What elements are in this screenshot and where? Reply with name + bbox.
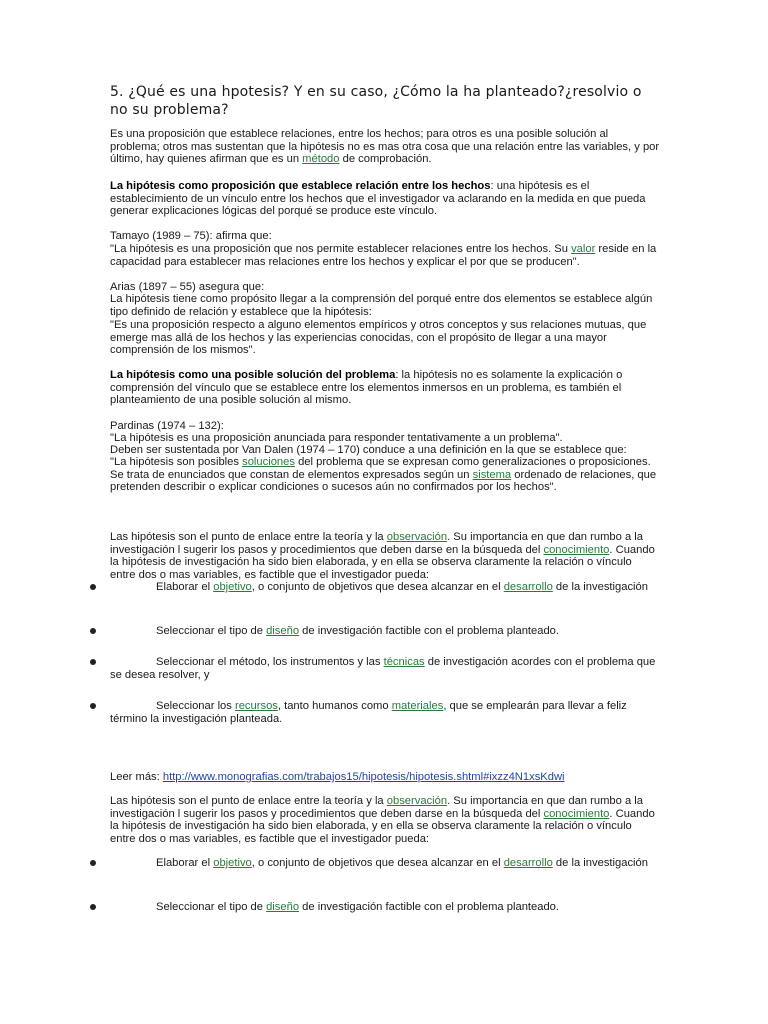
tamayo-cite: Tamayo (1989 – 75): afirma que: — [110, 230, 272, 242]
sistema-link[interactable]: sistema — [472, 468, 512, 481]
list-item-recursos — [110, 700, 660, 725]
enlace-text-end: . Cuando la hipótesis de investigación ha sido bien elaborada, y en ella se observa claramente la relación o vínculo entre dos o mas variables, es factible que el investigador pueda: — [110, 807, 655, 845]
list-item-text: Seleccionar el método, los instrumentos y las — [156, 656, 384, 668]
tamayo-quote — [110, 243, 660, 268]
list-item-text: Seleccionar los — [156, 700, 235, 712]
list-item-text: de investigación acordes con el problema que se desea resolver, y — [110, 656, 656, 681]
vandalen-quote — [110, 456, 660, 494]
vandalen-quote-mid: del problema que se expresan como generalizaciones o proposiciones. Se trata de enunciados que constan de elementos expresados según un — [110, 456, 651, 481]
list-item-text: de la investigación — [552, 857, 648, 869]
list-item-text: de la investigación — [552, 581, 648, 593]
arias-quote: "Es una proposición respecto a alguno elementos empíricos y otros conceptos y sus relaciones mutuas, que emerge mas allá de los hechos y las experiencias conocidas, con el propósito de llegar a una mayor comprensión de los mismos". — [110, 319, 647, 357]
desarrollo-link[interactable]: desarrollo — [503, 581, 553, 593]
objetivo-link[interactable]: objetivo — [213, 581, 252, 593]
intro-text-end: de comprobación. — [339, 153, 432, 166]
metodo-link[interactable]: método — [302, 153, 340, 166]
leer-mas-label: Leer más: — [110, 771, 163, 783]
soluciones-link[interactable]: soluciones — [242, 456, 295, 468]
tamayo-text-end: reside en la capacidad para establecer mas relaciones entre los hechos y explicar el por que se producen". — [110, 243, 657, 268]
pardinas-quote: "La hipótesis es una proposición anunciada para responder tentativamente a un problema". — [110, 432, 563, 444]
arias-cite: Arias (1897 – 55) asegura que: — [110, 281, 265, 293]
observacion-link[interactable]: observación — [386, 795, 448, 807]
recursos-link[interactable]: recursos — [234, 700, 278, 712]
list-item-diseno — [110, 625, 660, 638]
page-title: 5. ¿Qué es una hpotesis? Y en su caso, ¿Cómo la ha planteado?¿resolvio o no su problema? — [110, 84, 642, 118]
vandalen-text: Deben ser sustentada por Van Dalen (1974 – 170) conduce a una definición en la que se establece que: — [110, 444, 627, 456]
list-item-text: Seleccionar el tipo de — [156, 901, 267, 913]
intro-paragraph — [110, 128, 660, 166]
section1-title: La hipótesis como proposición que establece relación entre los hechos — [110, 180, 491, 192]
enlace-text: Las hipótesis son el punto de enlace entre la teoría y la — [110, 531, 387, 543]
tamayo-text: "La hipótesis es una proposición que nos permite establecer relaciones entre los hechos. Su — [110, 243, 572, 255]
conocimiento-link[interactable]: conocimiento — [543, 543, 610, 556]
list-item-text: de investigación factible con el problema planteado. — [299, 901, 560, 913]
list-item-diseno-repeat — [110, 901, 660, 914]
vandalen-quote-end: ordenado de relaciones, que pretenden describir o explicar condiciones o sucesos aún no confirmados por los hechos". — [110, 468, 657, 494]
desarrollo-link[interactable]: desarrollo — [503, 857, 553, 869]
intro-text: Es una proposición que establece relaciones, entre los hechos; para otros es una posible solución al problema; otros mas sustentan que la hipótesis no es mas otra cosa que una relación entre las variables, y por último, hay quienes afirman que es un — [110, 128, 660, 166]
bullet-dot — [90, 904, 96, 910]
list-item-text: , o conjunto de objetivos que desea alcanzar en el — [251, 857, 504, 869]
list-item-text: de investigación factible con el problema planteado. — [299, 625, 560, 637]
leer-mas — [110, 771, 660, 784]
source-url-link[interactable]: http://www.monografias.com/trabajos15/hipotesis/hipotesis.shtml#ixzz4N1xsKdwi — [162, 771, 565, 783]
bullet-dot — [90, 628, 96, 634]
list-item-text: Elaborar el — [156, 581, 214, 593]
section2-body: : la hipótesis no es solamente la explicación o comprensión del vínculo que se establece entre los elementos inmersos en un problema, es también el planteamiento de una posible solución al mismo. — [110, 369, 623, 407]
list-item-text: , que se emplearán para llevar a feliz término la investigación planteada. — [110, 700, 627, 725]
arias-text: La hipótesis tiene como propósito llegar a la comprensión del porqué entre dos elementos se establece algún tipo definido de relación y establece que la hipótesis: — [110, 293, 653, 318]
bullet-dot — [90, 860, 96, 866]
conocimiento-link[interactable]: conocimiento — [543, 807, 610, 820]
list-item-text: Elaborar el — [156, 857, 214, 869]
bullet-dot — [90, 703, 96, 709]
observacion-link[interactable]: observación — [386, 531, 448, 543]
diseno-link[interactable]: diseño — [266, 625, 300, 637]
enlace-text-mid: . Su importancia en que dan rumbo a la investigación l sugerir los pasos y procedimientos que deben darse en la búsqueda del — [110, 795, 643, 820]
list-item-text: , o conjunto de objetivos que desea alcanzar en el — [251, 581, 504, 593]
section2-paragraph — [110, 369, 660, 407]
list-item-text: , tanto humanos como — [277, 700, 392, 712]
list-item-text: Seleccionar el tipo de — [156, 625, 267, 637]
list-item-tecnicas — [110, 656, 660, 681]
enlace-paragraph — [110, 531, 660, 581]
bullet-dot — [90, 584, 96, 590]
bullet-dot — [90, 659, 96, 665]
section2-title: La hipótesis como una posible solución del problema — [110, 369, 396, 381]
vandalen-quote-start: "La hipótesis son posibles — [110, 456, 243, 468]
enlace-text: Las hipótesis son el punto de enlace entre la teoría y la — [110, 795, 387, 807]
materiales-link[interactable]: materiales — [391, 700, 444, 712]
tecnicas-link[interactable]: técnicas — [383, 656, 425, 668]
list-item-objetivo-repeat — [110, 857, 660, 870]
valor-link[interactable]: valor — [571, 243, 596, 255]
enlace-text-end: . Cuando la hipótesis de investigación ha sido bien elaborada, y en ella se observa claramente la relación o vínculo entre dos o mas variables, es factible que el investigador pueda: — [110, 543, 655, 581]
objetivo-link[interactable]: objetivo — [213, 857, 252, 869]
section1-body: : una hipótesis es el establecimiento de un vínculo entre los hechos que el investigador va aclarando en la medida en que pueda generar explicaciones lógicas del porqué se produce este vínculo. — [110, 180, 646, 218]
enlace-text-mid: . Su importancia en que dan rumbo a la investigación l sugerir los pasos y procedimientos que deben darse en la búsqueda del — [110, 531, 643, 556]
list-item-objetivo — [110, 581, 660, 594]
section1-paragraph — [110, 180, 660, 218]
diseno-link[interactable]: diseño — [266, 901, 300, 913]
pardinas-cite: Pardinas (1974 – 132): — [110, 420, 224, 432]
enlace-paragraph-repeat — [110, 795, 660, 845]
